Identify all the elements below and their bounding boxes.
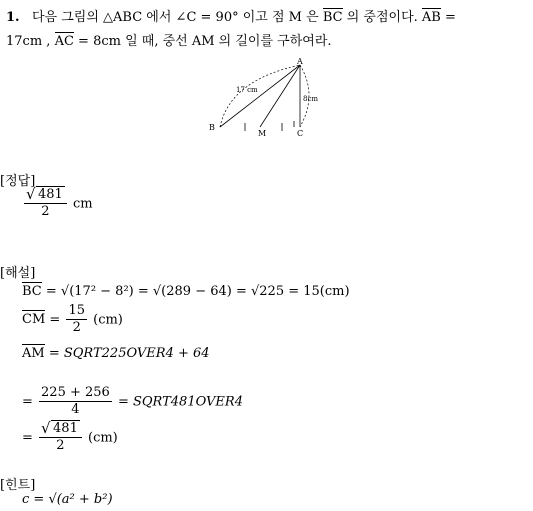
- explanation-line-5: = √ $\frac{481}{2}$ (cm): [22, 422, 118, 454]
- cm-fraction: $\frac{15}{2}$: [68, 303, 85, 336]
- answer-header: [정답]: [0, 174, 36, 189]
- problem-text-1: 다음 그림의 △ABC 에서 ∠C = 90° 이고 점 M 은: [31, 10, 319, 25]
- explanation-unit: (cm): [88, 430, 118, 446]
- label-a: A: [297, 57, 303, 66]
- label-8cm: 8cm: [303, 95, 319, 103]
- hint-header: [힌트]: [0, 478, 36, 493]
- hint-formula: c = √(a² + b²): [22, 492, 113, 507]
- label-m: M: [258, 129, 267, 138]
- explanation-line-1: [22, 284, 350, 299]
- problem-line-2: [6, 30, 332, 49]
- label-b: B: [209, 123, 215, 132]
- label-17cm: 17 cm: [236, 86, 258, 94]
- explanation-line-3: [22, 346, 210, 361]
- explanation-line-4: = $\frac{225 + 256}{4}$ = SQRT481OVER4: [22, 385, 243, 418]
- fraction-225-256: $\frac{225 + 256}{4}$: [41, 385, 110, 418]
- explanation-line-4-rhs: = SQRT481OVER4: [117, 394, 243, 410]
- segment-bc: BC: [322, 10, 343, 25]
- explanation-line-2: CM = $\frac{15}{2}$ (cm): [22, 303, 123, 336]
- side-ab: [220, 65, 300, 127]
- answer-fraction: [24, 188, 67, 220]
- problem-line-1: [6, 6, 456, 25]
- answer-unit: cm: [72, 196, 93, 212]
- answer-radicand: 481: [38, 187, 63, 202]
- cm-unit: (cm): [93, 312, 123, 328]
- problem-text-2b: = 8cm 일 때, 중선 AM 의 길이를 구하여라.: [78, 34, 332, 49]
- explanation-line-3-rhs: = SQRT225OVER4 + 64: [48, 346, 210, 361]
- answer-value: [22, 188, 93, 220]
- segment-am-expl: AM: [22, 346, 45, 361]
- problem-text-2a: 17cm ,: [6, 34, 51, 49]
- segment-bc-expl: BC: [22, 284, 42, 299]
- fraction-sqrt481-2: √ $\frac{481}{2}$: [39, 422, 82, 454]
- equals-sign: =: [445, 10, 456, 25]
- label-c: C: [297, 129, 304, 138]
- segment-ab: AB: [421, 10, 441, 25]
- segment-ac: AC: [54, 34, 74, 49]
- problem-number: 1.: [6, 10, 20, 25]
- side-am: [260, 65, 300, 127]
- problem-text-1-tail: 의 중점이다.: [346, 10, 418, 25]
- explanation-header: [해설]: [0, 266, 36, 281]
- triangle-figure: [200, 55, 340, 150]
- explanation-line-1-rhs: = √(17² − 8²) = √(289 − 64) = √225 = 15(cm): [45, 284, 350, 299]
- segment-cm-expl: CM: [22, 312, 46, 328]
- answer-denominator: 2: [41, 204, 50, 220]
